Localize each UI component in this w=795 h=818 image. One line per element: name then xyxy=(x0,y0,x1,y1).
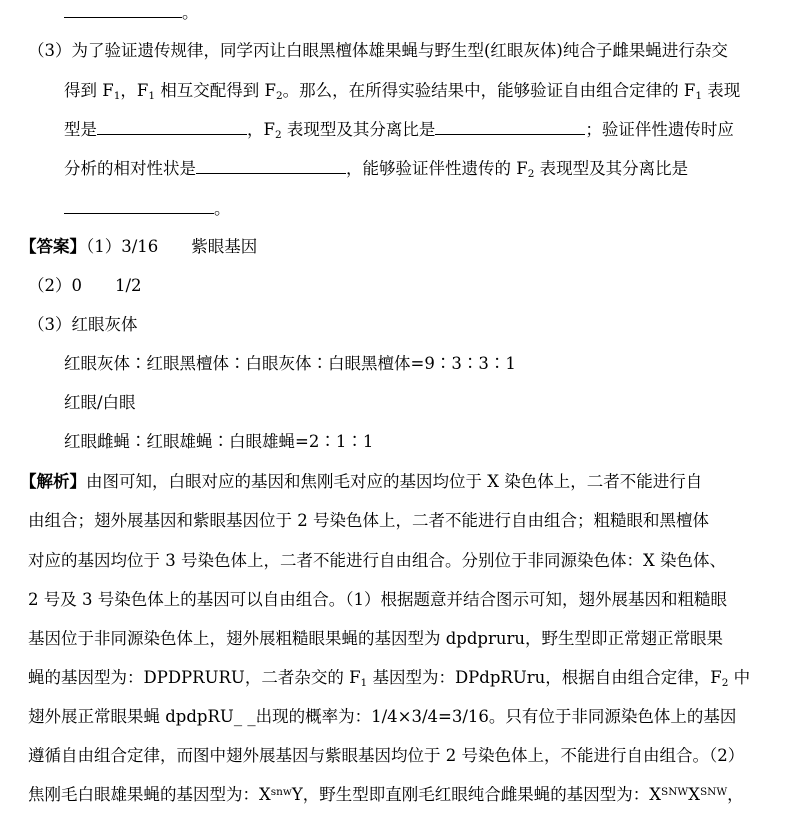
analysis-line-9 xyxy=(28,784,744,806)
text: 相互交配得到 F xyxy=(155,81,276,100)
question-3-line-3 xyxy=(64,119,734,141)
text: 。那么，在所得实验结果中，能够验证自由组合定律的 F xyxy=(282,81,696,100)
text: 基因型为：DPdpRUru，根据自由组合定律，F xyxy=(367,668,722,687)
analysis-line-7 xyxy=(28,706,736,728)
answer-line-6 xyxy=(64,431,373,453)
text: ，F xyxy=(120,81,149,100)
analysis-tag: 【解析】 xyxy=(20,472,86,491)
text: 表现型及其分离比是 xyxy=(281,120,436,139)
text: 焦刚毛白眼雄果蝇的基因型为：X xyxy=(28,785,271,804)
answer-line-3 xyxy=(28,314,138,336)
text-period: 。 xyxy=(214,199,231,218)
analysis-text: 遵循自由组合定律，而图中翅外展基因与紫眼基因均位于 2 号染色体上，不能进行自由组合。（2） xyxy=(28,746,745,765)
analysis-text: 2 号及 3 号染色体上的基因可以自由组合。（1）根据题意并结合图示可知，翅外展基因和粗糙眼 xyxy=(28,590,727,609)
analysis-line-1 xyxy=(20,471,702,493)
text: 得到 F xyxy=(64,81,114,100)
subscript: 1 xyxy=(148,90,156,102)
analysis-line-5 xyxy=(28,628,723,650)
answer-text: （3）红眼灰体 xyxy=(28,315,138,334)
text: 分析的相对性状是 xyxy=(64,159,196,178)
text: X xyxy=(688,785,700,804)
analysis-line-3 xyxy=(28,550,726,572)
analysis-line-4 xyxy=(28,589,727,611)
analysis-text: 由组合；翅外展基因和紫眼基因位于 2 号染色体上，二者不能进行自由组合；粗糙眼和黑檀体 xyxy=(28,511,709,530)
subscript: 1 xyxy=(695,90,703,102)
subscript: 1 xyxy=(113,90,121,102)
subscript: 2 xyxy=(721,677,729,689)
text: 表现型及其分离比是 xyxy=(534,159,689,178)
question-text: （3）为了验证遗传规律，同学丙让白眼黑檀体雄果蝇与野生型(红眼灰体)纯合子雌果蝇进行杂交 xyxy=(28,41,728,60)
text: 型是 xyxy=(64,120,97,139)
answer-blank xyxy=(64,3,182,18)
analysis-line-6 xyxy=(28,667,750,689)
text: 表现 xyxy=(702,81,741,100)
answer-line-5 xyxy=(64,392,136,414)
subscript: 2 xyxy=(275,90,283,102)
answer-line-2 xyxy=(28,275,142,297)
subscript: 1 xyxy=(360,677,368,689)
text-period: 。 xyxy=(182,3,199,22)
superscript: SNW xyxy=(699,786,728,798)
text: Y，野生型即直刚毛红眼纯合雌果蝇的基因型为：X xyxy=(291,785,662,804)
text: ，F xyxy=(247,120,275,139)
answer-text: （2）0 1/2 xyxy=(28,276,142,295)
answer-line-1 xyxy=(20,236,257,258)
analysis-line-2 xyxy=(28,510,709,532)
question-3-line-1 xyxy=(28,40,728,62)
text: ；验证伴性遗传时应 xyxy=(585,120,734,139)
answer-line-4 xyxy=(64,353,516,375)
blank-line-1 xyxy=(64,2,199,24)
analysis-text: 翅外展正常眼果蝇 dpdpRU_ _出现的概率为：1/4×3/4=3/16。只有位于非同源染色体上的基因 xyxy=(28,707,737,726)
text: 蝇的基因型为：DPDPRURU，二者杂交的 F xyxy=(28,668,361,687)
text: ， xyxy=(727,785,744,804)
answer-blank xyxy=(196,159,346,174)
question-3-line-2 xyxy=(64,80,772,102)
answer-text: 红眼/白眼 xyxy=(64,393,136,412)
subscript: 2 xyxy=(527,168,535,180)
answer-blank xyxy=(64,199,214,214)
question-3-line-5 xyxy=(64,198,231,220)
question-text xyxy=(64,80,740,102)
analysis-line-8 xyxy=(28,745,744,767)
answer-text: （1）3/16 紫眼基因 xyxy=(86,237,258,256)
text: 中 xyxy=(728,668,751,687)
answer-blank xyxy=(435,120,585,135)
answer-text: 红眼灰体∶红眼黑檀体∶白眼灰体∶白眼黑檀体=9∶3∶3∶1 xyxy=(64,354,516,373)
subscript: 2 xyxy=(274,129,282,141)
answer-blank xyxy=(97,120,247,135)
answer-text: 红眼雌蝇∶红眼雄蝇∶白眼雄蝇=2∶1∶1 xyxy=(64,432,374,451)
superscript: snw xyxy=(270,786,292,798)
analysis-text: 基因位于非同源染色体上，翅外展粗糙眼果蝇的基因型为 dpdpruru，野生型即正常翅正常眼果 xyxy=(28,629,724,648)
text: ，能够验证伴性遗传的 F xyxy=(346,159,528,178)
analysis-text: 由图可知，白眼对应的基因和焦刚毛对应的基因均位于 X 染色体上，二者不能进行自 xyxy=(86,472,703,491)
analysis-text: 对应的基因均位于 3 号染色体上，二者不能进行自由组合。分别位于非同源染色体：X 染色体、 xyxy=(28,551,726,570)
answer-tag: 【答案】 xyxy=(20,237,86,256)
superscript: SNW xyxy=(661,786,689,798)
question-3-line-4 xyxy=(64,158,688,180)
